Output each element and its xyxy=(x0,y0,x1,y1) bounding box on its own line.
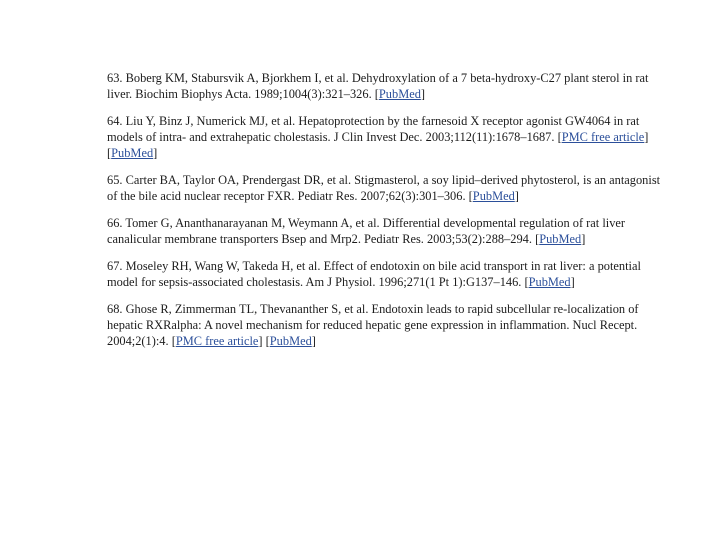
reference-item-66: 66. Tomer G, Ananthanarayanan M, Weymann A, et al. Differential developmental regulation of rat liver canalicular membrane transporters Bsep and Mrp2. Pediatr Res. 2003;53(2):288–294. [PubMed] xyxy=(107,216,626,246)
reference-text: Boberg KM, Stabursvik A, Bjorkhem I, et al. Dehydroxylation of a 7 beta-hydroxy-C27 plant sterol in rat liver. Biochim Biophys Acta. 1989;1004(3):321–326. xyxy=(107,71,649,101)
reference-list xyxy=(107,70,667,360)
pubmed-link[interactable]: PubMed xyxy=(539,232,582,246)
reference-number: 65. xyxy=(107,173,123,187)
reference-text: Carter BA, Taylor OA, Prendergast DR, et al. Stigmasterol, a soy lipid–derived phytosterol, is an antagonist of the bile acid nuclear receptor FXR. Pediatr Res. 2007;62(3):301–306. xyxy=(107,173,661,203)
reference-item-65: 65. Carter BA, Taylor OA, Prendergast DR, et al. Stigmasterol, a soy lipid–derived phytosterol, is an antagonist of the bile acid nuclear receptor FXR. Pediatr Res. 2007;62(3):301–306. [PubMed] xyxy=(107,173,661,203)
reference-number: 63. xyxy=(107,71,123,85)
pubmed-link[interactable]: PubMed xyxy=(111,146,154,160)
pubmed-link[interactable]: PubMed xyxy=(528,275,571,289)
reference-number: 66. xyxy=(107,216,123,230)
pmc-free-article-link[interactable]: PMC free article xyxy=(561,130,645,144)
reference-item-63: 63. Boberg KM, Stabursvik A, Bjorkhem I, et al. Dehydroxylation of a 7 beta-hydroxy-C27 plant sterol in rat liver. Biochim Biophys Acta. 1989;1004(3):321–326. [PubMed] xyxy=(107,71,649,101)
reference-text: Liu Y, Binz J, Numerick MJ, et al. Hepatoprotection by the farnesoid X receptor agonist GW4064 in rat models of intra- and extrahepatic cholestasis. J Clin Invest Dec. 2003;112(11):1678–1687. xyxy=(107,114,640,144)
reference-number: 64. xyxy=(107,114,123,128)
reference-number: 67. xyxy=(107,259,123,273)
reference-number: 68. xyxy=(107,302,123,316)
pmc-free-article-link[interactable]: PMC free article xyxy=(175,334,259,348)
reference-item-68: 68. Ghose R, Zimmerman TL, Thevananther S, et al. Endotoxin leads to rapid subcellular re-localization of hepatic RXRalpha: A novel mechanism for reduced hepatic gene expression in inflammation. Nucl Recept. 2004;2(1):4. [PMC free article] [PubMed] xyxy=(107,302,639,348)
pubmed-link[interactable]: PubMed xyxy=(378,87,421,101)
reference-text: Tomer G, Ananthanarayanan M, Weymann A, et al. Differential developmental regulation of rat liver canalicular membrane transporters Bsep and Mrp2. Pediatr Res. 2003;53(2):288–294. xyxy=(107,216,626,246)
pubmed-link[interactable]: PubMed xyxy=(472,189,515,203)
pubmed-link[interactable]: PubMed xyxy=(269,334,312,348)
reference-text: Ghose R, Zimmerman TL, Thevananther S, et al. Endotoxin leads to rapid subcellular re-localization of hepatic RXRalpha: A novel mechanism for reduced hepatic gene expression in inflammation. Nucl Recept. 2004;2(1):4. xyxy=(107,302,639,348)
reference-item-64: 64. Liu Y, Binz J, Numerick MJ, et al. Hepatoprotection by the farnesoid X receptor agonist GW4064 in rat models of intra- and extrahepatic cholestasis. J Clin Invest Dec. 2003;112(11):1678–1687. [PMC free article] [PubMed] xyxy=(107,114,649,160)
reference-text: Moseley RH, Wang W, Takeda H, et al. Effect of endotoxin on bile acid transport in rat liver: a potential model for sepsis-associated cholestasis. Am J Physiol. 1996;271(1 Pt 1):G137–146. xyxy=(107,259,641,289)
reference-item-67: 67. Moseley RH, Wang W, Takeda H, et al. Effect of endotoxin on bile acid transport in rat liver: a potential model for sepsis-associated cholestasis. Am J Physiol. 1996;271(1 Pt 1):G137–146. [PubMed] xyxy=(107,259,641,289)
